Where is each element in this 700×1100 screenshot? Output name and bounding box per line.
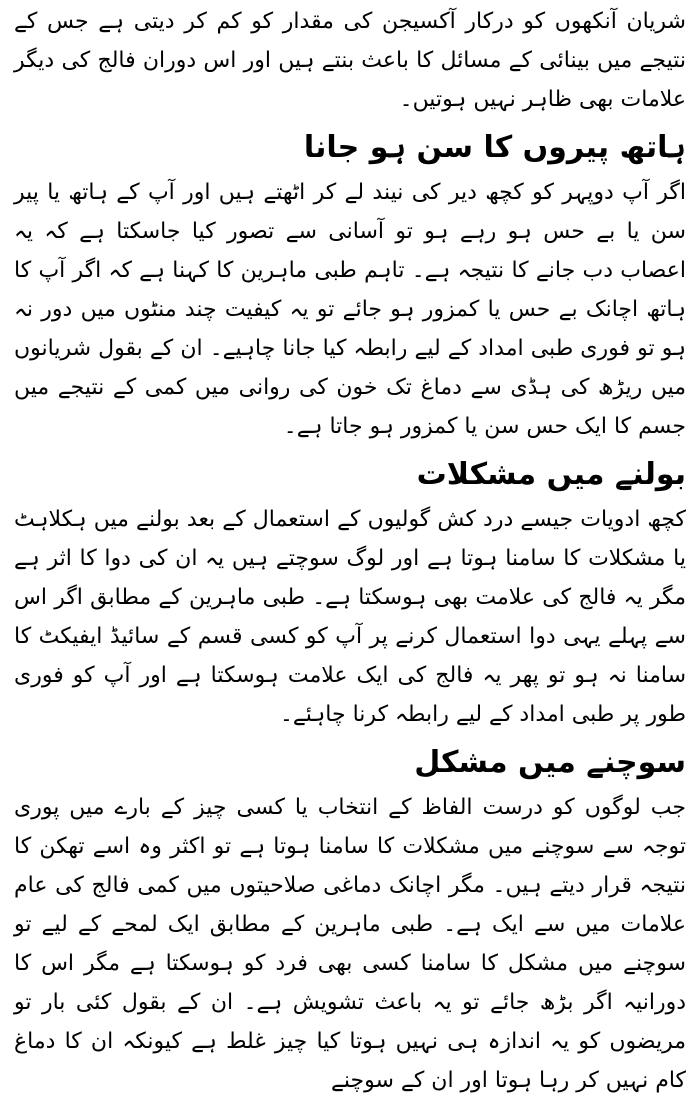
section-body-thinking: جب لوگوں کو درست الفاظ کے انتخاب یا کسی چیز کے بارے میں پوری توجہ سے سوچنے میں مشکلات کا سامنا ہوتا ہے تو اکثر وہ اسے تھکن کا نتیجہ قرار دیتے ہیں۔ مگر اچانک دماغی صلاحیتوں میں کمی فالج کی عام علامات میں سے ایک ہے۔ طبی ماہرین کے مطابق ایک لمحے کے لیے تو سوچنے میں مشکل کا سامنا کسی بھی فرد کو ہوسکتا ہے مگر اس کا دورانیہ اگر بڑھ جائے تو یہ باعث تشویش ہے۔ ان کے بقول کئی بار تو مریضوں کو یہ اندازہ ہی نہیں ہوتا کیا چیز غلط ہے کیونکہ ان کا دماغ کام نہیں کر رہا ہوتا اور ان کے سوچنے (14, 795, 686, 1093)
intro-paragraph: شریان آنکھوں کو درکار آکسیجن کی مقدار کو کم کر دیتی ہے جس کے نتیجے میں بینائی کے مسائل کا باعث بنتے ہیں اور اس دوران فالج کی دیگر علامات بھی ظاہر نہیں ہوتیں۔ (14, 9, 686, 112)
section-body-speech: کچھ ادویات جیسے درد کش گولیوں کے استعمال کے بعد بولنے میں ہکلاہٹ یا مشکلات کا سامنا ہوتا ہے اور لوگ سوچتے ہیں یہ ان کی دوا کا اثر ہے مگر یہ فالج کی علامت بھی ہوسکتا ہے۔ طبی ماہرین کے مطابق اگر اس سے پہلے یہی دوا استعمال کرنے پر آپ کو کسی قسم کے سائیڈ ایفیکٹ کا سامنا نہ ہو تو پھر یہ فالج کی ایک علامت ہوسکتا ہے اور آپ کو فوری طور پر طبی امداد کے لیے رابطہ کرنا چاہئے۔ (14, 507, 686, 727)
section-heading-numbness: ہاتھ پیروں کا سن ہو جانا (303, 130, 686, 165)
section-heading-thinking: سوچنے میں مشکل (414, 745, 686, 780)
section-heading-speech: بولنے میں مشکلات (416, 457, 686, 492)
section-body-numbness: اگر آپ دوپہر کو کچھ دیر کی نیند لے کر اٹھتے ہیں اور آپ کے ہاتھ یا پیر سن یا بے حس ہو رہے ہو تو آسانی سے تصور کیا جاسکتا ہے کہ یہ اعصاب دب جانے کا نتیجہ ہے۔ تاہم طبی ماہرین کا کہنا ہے کہ اگر آپ کا ہاتھ اچانک بے حس یا کمزور ہو جائے تو یہ کیفیت چند منٹوں میں دور نہ ہو تو فوری طبی امداد کے لیے رابطہ کیا جانا چاہیے۔ ان کے بقول شریانوں میں ریڑھ کی ہڈی سے دماغ تک خون کی روانی میں کمی کے نتیجے میں جسم کا ایک حس سن یا کمزور ہو جاتا ہے۔ (14, 180, 686, 439)
